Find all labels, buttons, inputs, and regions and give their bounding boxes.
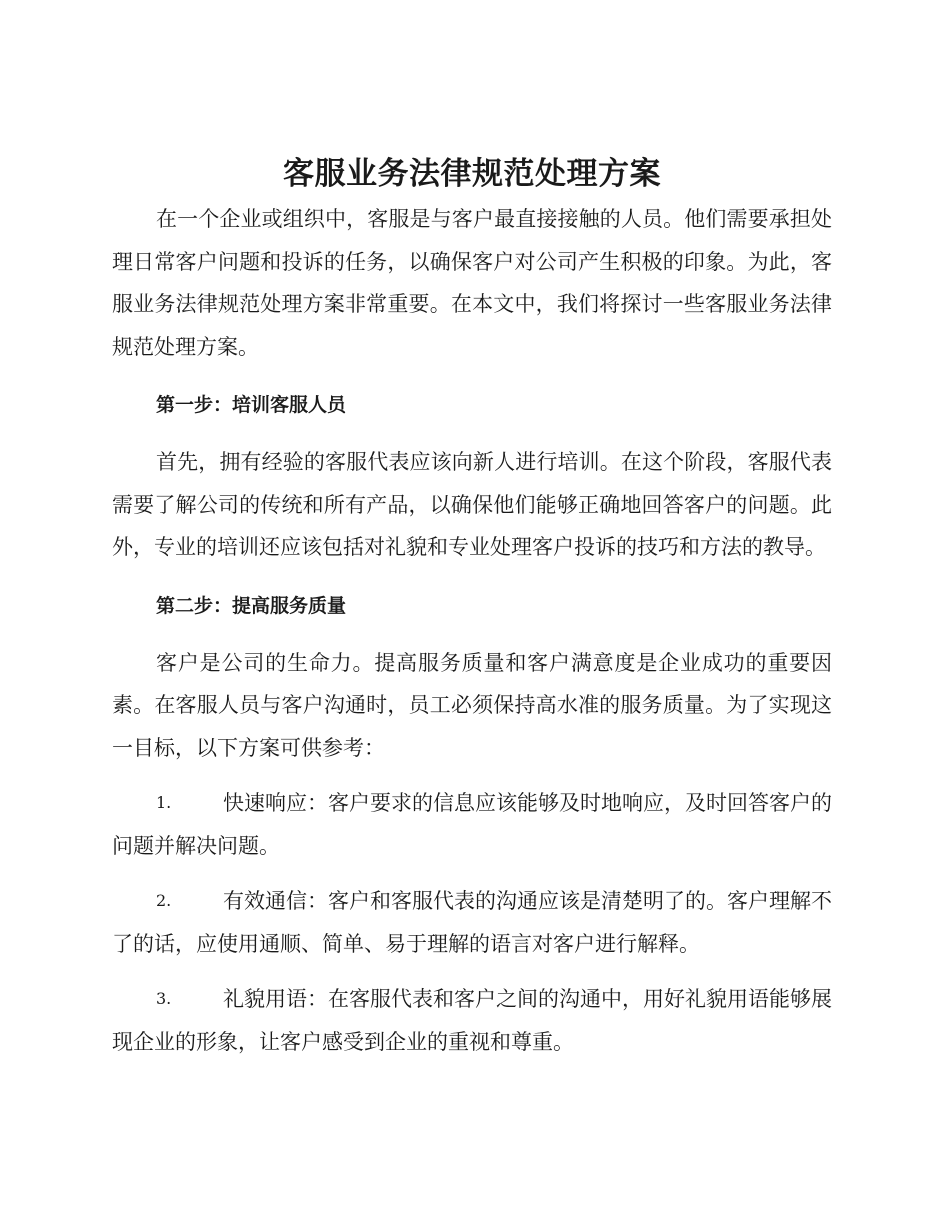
section-heading-step-1: 第一步：培训客服人员 xyxy=(156,394,347,416)
list-item-text: 礼貌用语：在客服代表和客户之间的沟通中，用好礼貌用语能够展现企业的形象，让客户感受到企业的重视和尊重。 xyxy=(112,987,832,1054)
document-title: 客服业务法律规范处理方案 xyxy=(283,156,661,192)
list-item-text: 有效通信：客户和客服代表的沟通应该是清楚明了的。客户理解不了的话，应使用通顺、简单、易于理解的语言对客户进行解释。 xyxy=(112,889,832,956)
intro-paragraph: 在一个企业或组织中，客服是与客户最直接接触的人员。他们需要承担处理日常客户问题和投诉的任务，以确保客户对公司产生积极的印象。为此，客服业务法律规范处理方案非常重要。在本文中，我们将探讨一些客服业务法律规范处理方案。 xyxy=(112,207,832,359)
list-item-text: 快速响应：客户要求的信息应该能够及时地响应，及时回答客户的问题并解决问题。 xyxy=(112,791,832,858)
section-heading-step-2: 第二步：提高服务质量 xyxy=(156,594,347,617)
list-item xyxy=(112,880,832,965)
document-page xyxy=(112,150,832,1063)
list-item-number: 1. xyxy=(156,793,172,812)
list-item-number: 2. xyxy=(156,891,172,910)
list-item xyxy=(112,782,832,867)
list-item-number: 3. xyxy=(156,989,172,1008)
section-body-step-1: 首先，拥有经验的客服代表应该向新人进行培训。在这个阶段，客服代表需要了解公司的传统和所有产品，以确保他们能够正确地回答客户的问题。此外，专业的培训还应该包括对礼貌和专业处理客户投诉的技巧和方法的教导。 xyxy=(112,450,832,559)
section-body-step-2: 客户是公司的生命力。提高服务质量和客户满意度是企业成功的重要因素。在客服人员与客户沟通时，员工必须保持高水准的服务质量。为了实现这一目标，以下方案可供参考： xyxy=(112,650,832,760)
list-item xyxy=(112,978,832,1063)
